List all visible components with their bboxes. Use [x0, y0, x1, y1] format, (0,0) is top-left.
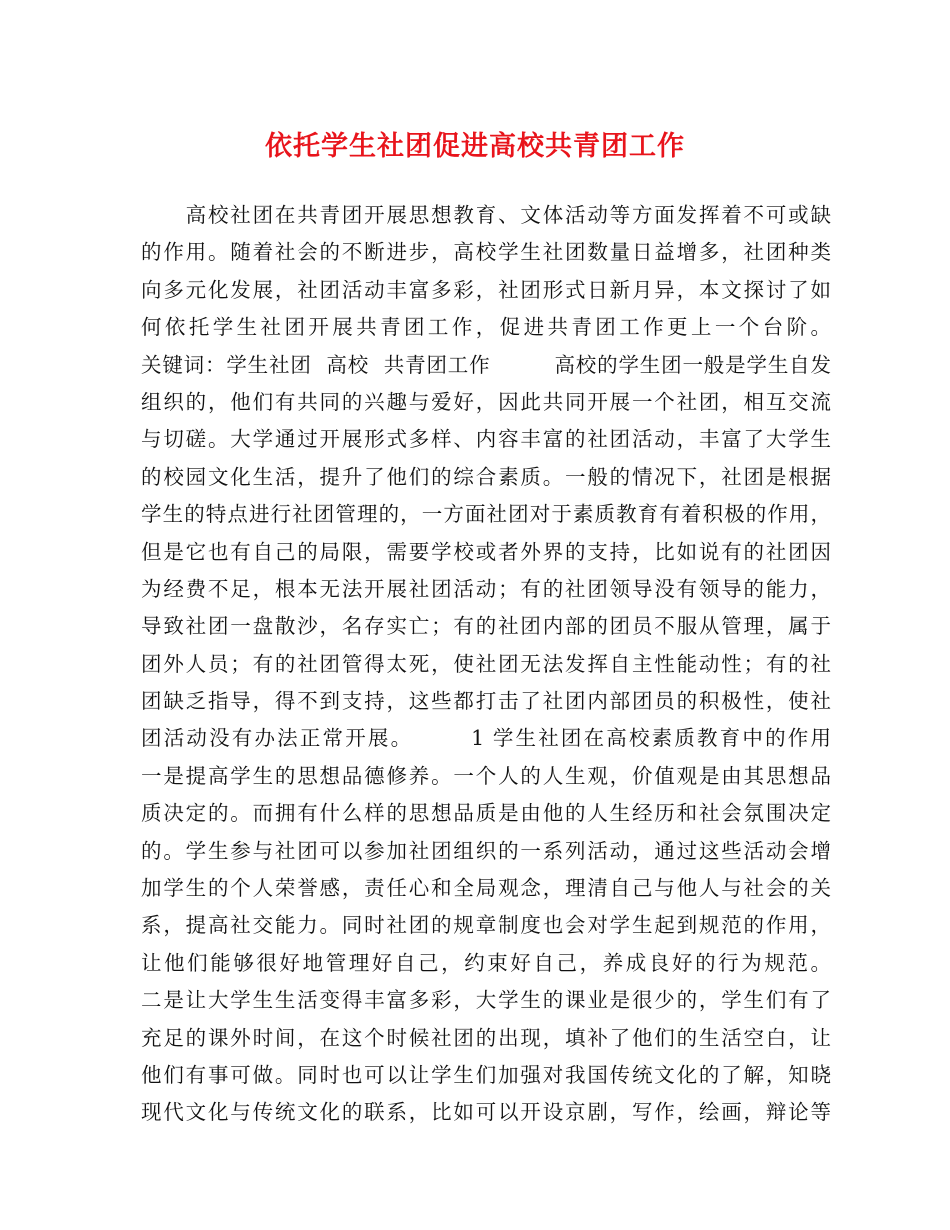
body-line-24: 他们有事可做。同时也可以让学生们加强对我国传统文化的了解，知晓: [141, 1062, 831, 1087]
body-line-22: 二是让大学生生活变得丰富多彩，大学生的课业是很少的，学生们有了: [141, 988, 831, 1013]
body-line-21: 让他们能够很好地管理好自己，约束好自己，养成良好的行为规范。: [141, 950, 831, 975]
body-line-9: 学生的特点进行社团管理的，一方面社团对于素质教育有着积极的作用，: [141, 502, 831, 527]
document-title: 依托学生社团促进高校共青团工作: [265, 131, 685, 162]
body-line-6: 组织的，他们有共同的兴趣与爱好，因此共同开展一个社团，相互交流: [141, 389, 831, 414]
body-line-25: 现代文化与传统文化的联系，比如可以开设京剧，写作，绘画，辩论等: [141, 1100, 831, 1125]
body-line-16: 一是提高学生的思想品德修养。一个人的人生观，价值观是由其思想品: [141, 763, 831, 788]
body-line-7: 与切磋。大学通过开展形式多样、内容丰富的社团活动，丰富了大学生: [141, 427, 831, 452]
body-line-23: 充足的课外时间，在这个时候社团的出现，填补了他们的生活空白，让: [141, 1025, 831, 1050]
body-line-11: 为经费不足，根本无法开展社团活动；有的社团领导没有领导的能力，: [141, 576, 831, 601]
body-line-18: 的。学生参与社团可以参加社团组织的一系列活动，通过这些活动会增: [141, 838, 831, 863]
body-line-17: 质决定的。而拥有什么样的思想品质是由他的人生经历和社会氛围决定: [141, 801, 831, 826]
body-line-15: 团活动没有办法正常开展。 1 学生社团在高校素质教育中的作用: [141, 726, 831, 751]
body-line-20: 系，提高社交能力。同时社团的规章制度也会对学生起到规范的作用，: [141, 913, 831, 938]
body-line-12: 导致社团一盘散沙，名存实亡；有的社团内部的团员不服从管理，属于: [141, 614, 831, 639]
body-line-5: 关键词：学生社团 高校 共青团工作 高校的学生团一般是学生自发: [141, 352, 831, 377]
document-body: [141, 197, 831, 1132]
body-line-4: 何依托学生社团开展共青团工作，促进共青团工作更上一个台阶。: [141, 315, 831, 340]
body-line-13: 团外人员；有的社团管得太死，使社团无法发挥自主性能动性；有的社: [141, 651, 831, 676]
body-line-3: 向多元化发展，社团活动丰富多彩，社团形式日新月异，本文探讨了如: [141, 277, 831, 302]
body-line-14: 团缺乏指导，得不到支持，这些都打击了社团内部团员的积极性，使社: [141, 689, 831, 714]
body-line-8: 的校园文化生活，提升了他们的综合素质。一般的情况下，社团是根据: [141, 464, 831, 489]
body-line-1: 高校社团在共青团开展思想教育、文体活动等方面发挥着不可或缺: [141, 203, 831, 227]
body-line-10: 但是它也有自己的局限，需要学校或者外界的支持，比如说有的社团因: [141, 539, 831, 564]
body-line-2: 的作用。随着社会的不断进步，高校学生社团数量日益增多，社团种类: [141, 240, 831, 265]
body-line-19: 加学生的个人荣誉感，责任心和全局观念，理清自己与他人与社会的关: [141, 876, 831, 901]
